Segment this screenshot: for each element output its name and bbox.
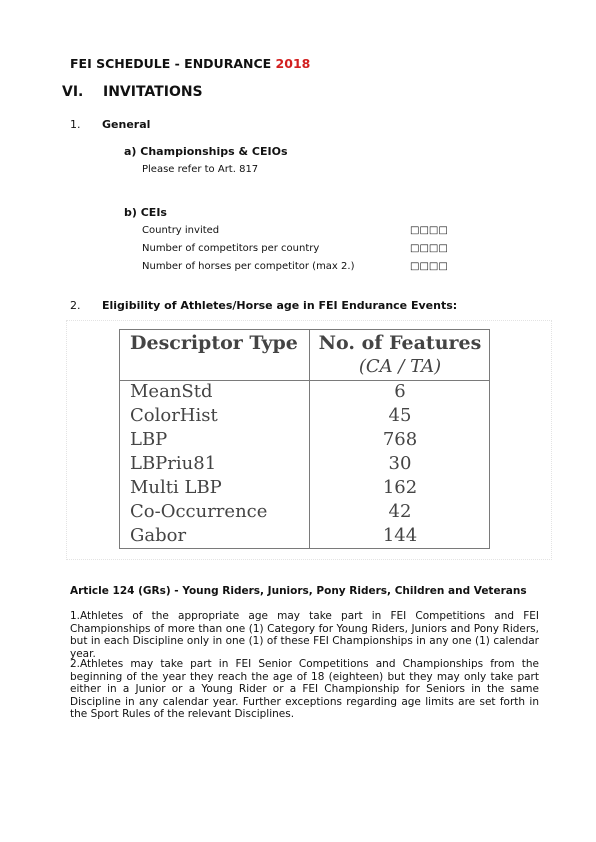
table-row-name: ColorHist bbox=[130, 405, 218, 426]
table-subheader-features: (CA / TA) bbox=[358, 356, 442, 377]
article-paragraph-1: 1.Athletes of the appropriate age may take part in FEI Competitions and FEI Championships of more than one (1) Category for Young Riders, Juniors and Pony Riders, but in each Discipline only in one (1) of these FEI Championships in any one (1) calendar year. bbox=[70, 610, 539, 660]
item-2-title: Eligibility of Athletes/Horse age in FEI Endurance Events: bbox=[102, 299, 458, 312]
document-title-text: FEI SCHEDULE - ENDURANCE bbox=[70, 56, 272, 71]
item-2-number: 2. bbox=[70, 299, 81, 312]
table-row-name: Co-Occurrence bbox=[130, 501, 268, 522]
section-number: VI. bbox=[62, 84, 84, 100]
cei-row-label: Country invited bbox=[142, 225, 220, 236]
article-title: Article 124 (GRs) - Young Riders, Juniors, Pony Riders, Children and Veterans bbox=[70, 585, 527, 597]
table-header-descriptor: Descriptor Type bbox=[130, 332, 298, 354]
table-row-value: 6 bbox=[394, 381, 406, 402]
table-row-name: Gabor bbox=[130, 525, 187, 546]
cei-row-label: Number of horses per competitor (max 2.) bbox=[142, 261, 355, 272]
section-heading bbox=[62, 84, 203, 100]
cei-row-checkboxes[interactable]: □□□□ bbox=[410, 225, 448, 236]
subsection-a-title: a) Championships & CEIOs bbox=[124, 145, 288, 158]
table-row-value: 30 bbox=[388, 453, 412, 474]
cei-row-checkboxes[interactable]: □□□□ bbox=[410, 243, 448, 254]
table-row-name: LBPriu81 bbox=[130, 453, 217, 474]
subsection-b-title: b) CEIs bbox=[124, 206, 167, 219]
table-header-features: No. of Features bbox=[318, 332, 482, 354]
table-row-value: 162 bbox=[382, 477, 418, 498]
table-row-name: MeanStd bbox=[130, 381, 213, 402]
item-1-title: General bbox=[102, 118, 151, 131]
article-paragraph-2: 2.Athletes may take part in FEI Senior Competitions and Championships from the beginning of the year they reach the age of 18 (eighteen) but they may only take part either in a Junior or a Young Rider or a FEI Championship for Seniors in the same Discipline in any calendar year. Further exceptions regarding age limits are set forth in the Sport Rules of the relevant Disciplines. bbox=[70, 658, 539, 720]
document-title bbox=[70, 56, 310, 71]
table-row-value: 42 bbox=[388, 501, 412, 522]
item-1-number: 1. bbox=[70, 118, 81, 131]
document-year: 2018 bbox=[275, 56, 311, 71]
table-row-value: 768 bbox=[382, 429, 418, 450]
cei-row-checkboxes[interactable]: □□□□ bbox=[410, 261, 448, 272]
table-row-name: LBP bbox=[130, 429, 168, 450]
table-row-name: Multi LBP bbox=[130, 477, 222, 498]
subsection-a-text: Please refer to Art. 817 bbox=[142, 164, 259, 175]
table-row-value: 144 bbox=[382, 525, 418, 546]
descriptor-table bbox=[119, 329, 490, 549]
table-row-value: 45 bbox=[388, 405, 412, 426]
cei-row-label: Number of competitors per country bbox=[142, 243, 320, 254]
section-title: INVITATIONS bbox=[103, 84, 203, 100]
